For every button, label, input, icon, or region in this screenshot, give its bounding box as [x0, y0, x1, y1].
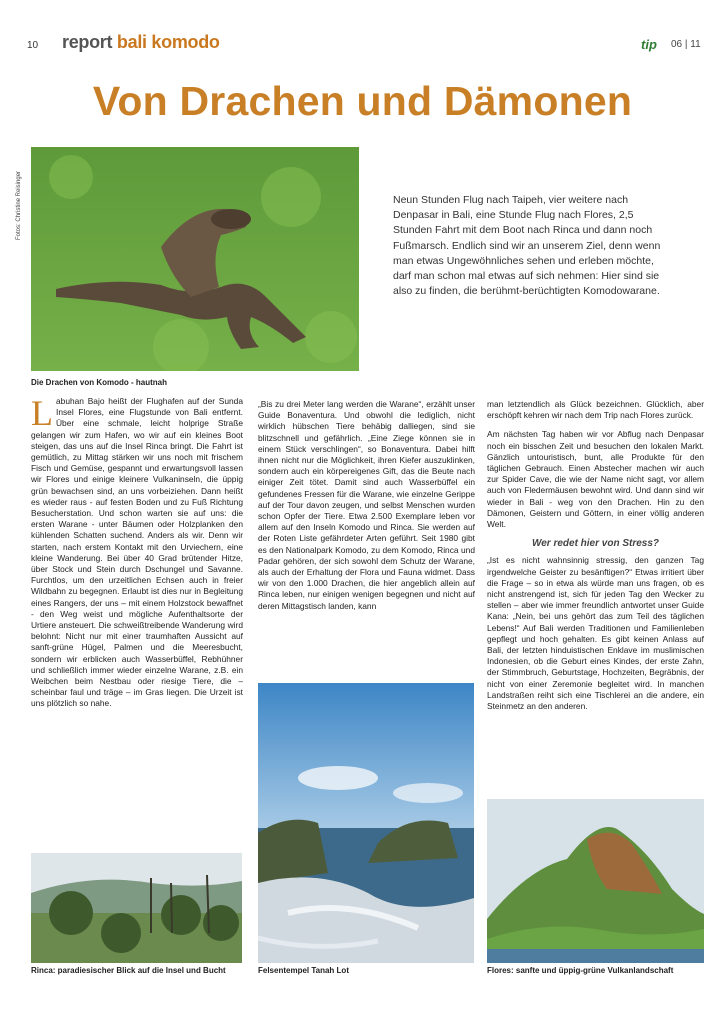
- column-3-paragraph-2: Am nächsten Tag haben wir vor Abflug nach Denpasar noch ein bisschen Zeit und besuchen den lokalen Markt. Gänzlich untouristisch, bunt, alle Produkte für den täglichen Gebrauch. Einen Abstecher machen wir auch zur Spider Cave, die wie der Name nicht sagt, vor allem auch von Fledermäusen bewohnt wird. Und dann sind wir wieder in Bali - weg von den Drachen. Hin zu den Dämonen, Geistern und Göttern, in einer völlig anderen Welt.: [487, 429, 704, 530]
- flores-photo: [487, 799, 704, 963]
- photo-credit-text: Fotos: Christine Reisinger: [16, 170, 22, 240]
- section-topic: bali komodo: [116, 32, 220, 52]
- rinca-photo-image: [31, 853, 242, 963]
- intro-text: Neun Stunden Flug nach Taipeh, vier weitere nach Denpasar in Bali, eine Stunde Flug nach Flores, 2,5 Stunden Fahrt mit dem Boot nach Rinca und dann noch Fußmarsch. Endlich sind wir an unserem Ziel, denn wenn man etwas Ungewöhnliches sehen und erleben möchte, darf man schon mal etwas auf sich nehmen: Hier sind sie also zu finden, die berühmt-berüchtigten Komodowarane.: [393, 194, 661, 298]
- page-number: 10: [27, 40, 39, 51]
- magazine-logo: tip: [641, 37, 657, 52]
- column-3-paragraph-1: man letztendlich als Glück bezeichnen. Glücklich, aber erschöpft kehren wir nach dem Trip nach Flores zurück.: [487, 399, 704, 421]
- column-3-paragraph-3: „Ist es nicht wahnsinnig stressig, den ganzen Tag irgendwelche Geister zu besänftigen?“ Etwas irritiert über die Frage – so in etwa als würde man uns fragen, ob es nicht anstrengend ist, sich für jeden Tag den Wecker zu stellen – aber wie immer freundlich antwortet unser Guide Kana: „Nein, bei uns gehört das zum Teil des täglichen Lebens!“ Auf Bali werden Traditionen und Familienleben gepflegt und hoch gehalten. Es gibt keinen Anlass auf Bali, der letzten hinduistischen Enklave im muslimischen Indonesien, ob die Geburt eines Kindes, der erste Zahn, der Stimmbruch, Geburtstage, Hochzeiten, Begräbnis, der nicht von einer Zeremonie begleitet wird. In manchen Landstraßen reiht sich eine Tischlerei an die andere, ein Steinmetz an den anderen.: [487, 555, 704, 712]
- column-2-text: „Bis zu drei Meter lang werden die Warane“, erzählt unser Guide Bonaventura. Und obwohl die lediglich, nicht wirklich hübschen Tiere behäbig dalliegen, sind sie blitzschnell und gefährlich. „Eine Ziege können sie in einem Stück verschlingen“, so Bonaventura. Dabei hilft ihnen nicht nur die Möglichkeit, ihren Kiefer auszuklinken, sondern auch ein körpereigenes Gift, das die Beute nach einiger Zeit tötet. Damit sind auch Wasserbüffel ein gefundenes Fressen für die Warane, wie einzelne Gerippe auf der Tour davon zeugen, und selbst Menschen wurden schon Opfer der Tiere. Etwa 2.500 Exemplare leben vor allem auf den Inseln Komodo und Rinca. Sie werden auf der Roten Liste gefährdeter Arten geführt. Seit 1980 gibt es den Nationalpark Komodo, zu dem Komodo, Rinca und Padar gehören, der sich sowohl dem Schutz der Warane, als auch der Erhaltung der Flora und Fauna widmet. Dass wir von den 1.000 Drachen, die hier angeblich allein auf Rinca leben, nur einigen wenigen begegnen und nicht auf deren Mittagstisch landen, kann: [258, 399, 475, 611]
- dragon-photo: [31, 147, 359, 371]
- tanah-lot-photo: [258, 683, 474, 963]
- issue-number: 06 | 11: [671, 39, 701, 50]
- photo-credit: [16, 150, 26, 240]
- column-2: [258, 399, 475, 612]
- caption-flores: Flores: sanfte und üppig-grüne Vulkanlandschaft: [487, 966, 674, 975]
- caption-rinca: Rinca: paradiesischer Blick auf die Insel und Bucht: [31, 966, 226, 975]
- caption-dragon: Die Drachen von Komodo - hautnah: [31, 378, 168, 387]
- rinca-photo: [31, 853, 242, 963]
- section-title: [62, 32, 220, 53]
- subheading: Wer redet hier von Stress?: [531, 538, 660, 550]
- dragon-photo-image: [31, 147, 359, 371]
- headline: Von Drachen und Dämonen: [92, 78, 633, 124]
- column-1-text: abuhan Bajo heißt der Flughafen auf der Sunda Insel Flores, eine Flugstunde von Bali entfernt. Über eine schmale, leicht holprige Straße gelangen wir zum Hafen, wo wir auf ein kleines Boot steigen, das uns auf die Insel Rinca bringt. Die Fahrt ist gemütlich, zu Mittag stärken wir uns noch mit frischem Fisch und Gemüse, gespannt und erwartungsvoll lassen wir Flores und einige kleinere Vulkaninseln, die üppig grün bewachsen sind, an uns vorbeiziehen. Dann heißt es wieder raus - auf festen Boden und zu Fuß Richtung Besucherstation. Und schon warten sie auf uns: die ersten Warane - unter Bäumen oder Holzplanken den kühlenden Schatten suchend. Anders als wir. Denn wir starten, nach erstem Kontakt mit den Urviechern, eine kleine Wanderung. Bei über 40 Grad brütender Hitze, über Stock und Stein durch Dschungel und Savanne. Furchtlos, um den urzeitlichen Echsen auch in freier Wildbahn zu begegnen. Erlaubt ist dies nur in Begleitung eines Rangers, der uns – mit einem Holzstock bewaffnet - den Weg weist und mögliche Aufenthaltsorte der Urtiere ansteuert. Die schweißtreibende Wanderung wird belohnt: Nicht nur mit einer traumhaften Aussicht auf sanft-grüne Hügel, Palmen und die Meeresbucht, sondern wir erblicken auch Wasserbüffel, Rebhühner und schließlich immer wieder einzelne Warane, z.B. ein Weibchen beim Nestbau oder riesige Tiere, die – scheinbar faul und träge – im Gras liegen. Die Urzeit ist uns plötzlich so nahe.: [31, 396, 243, 709]
- tanah-lot-photo-image: [258, 683, 474, 963]
- column-3: [487, 399, 704, 720]
- flores-photo-image: [487, 799, 704, 963]
- dropcap: L: [31, 393, 53, 433]
- section-prefix: report: [62, 32, 113, 52]
- caption-tanah-lot: Felsentempel Tanah Lot: [258, 966, 349, 975]
- column-1: [31, 393, 243, 710]
